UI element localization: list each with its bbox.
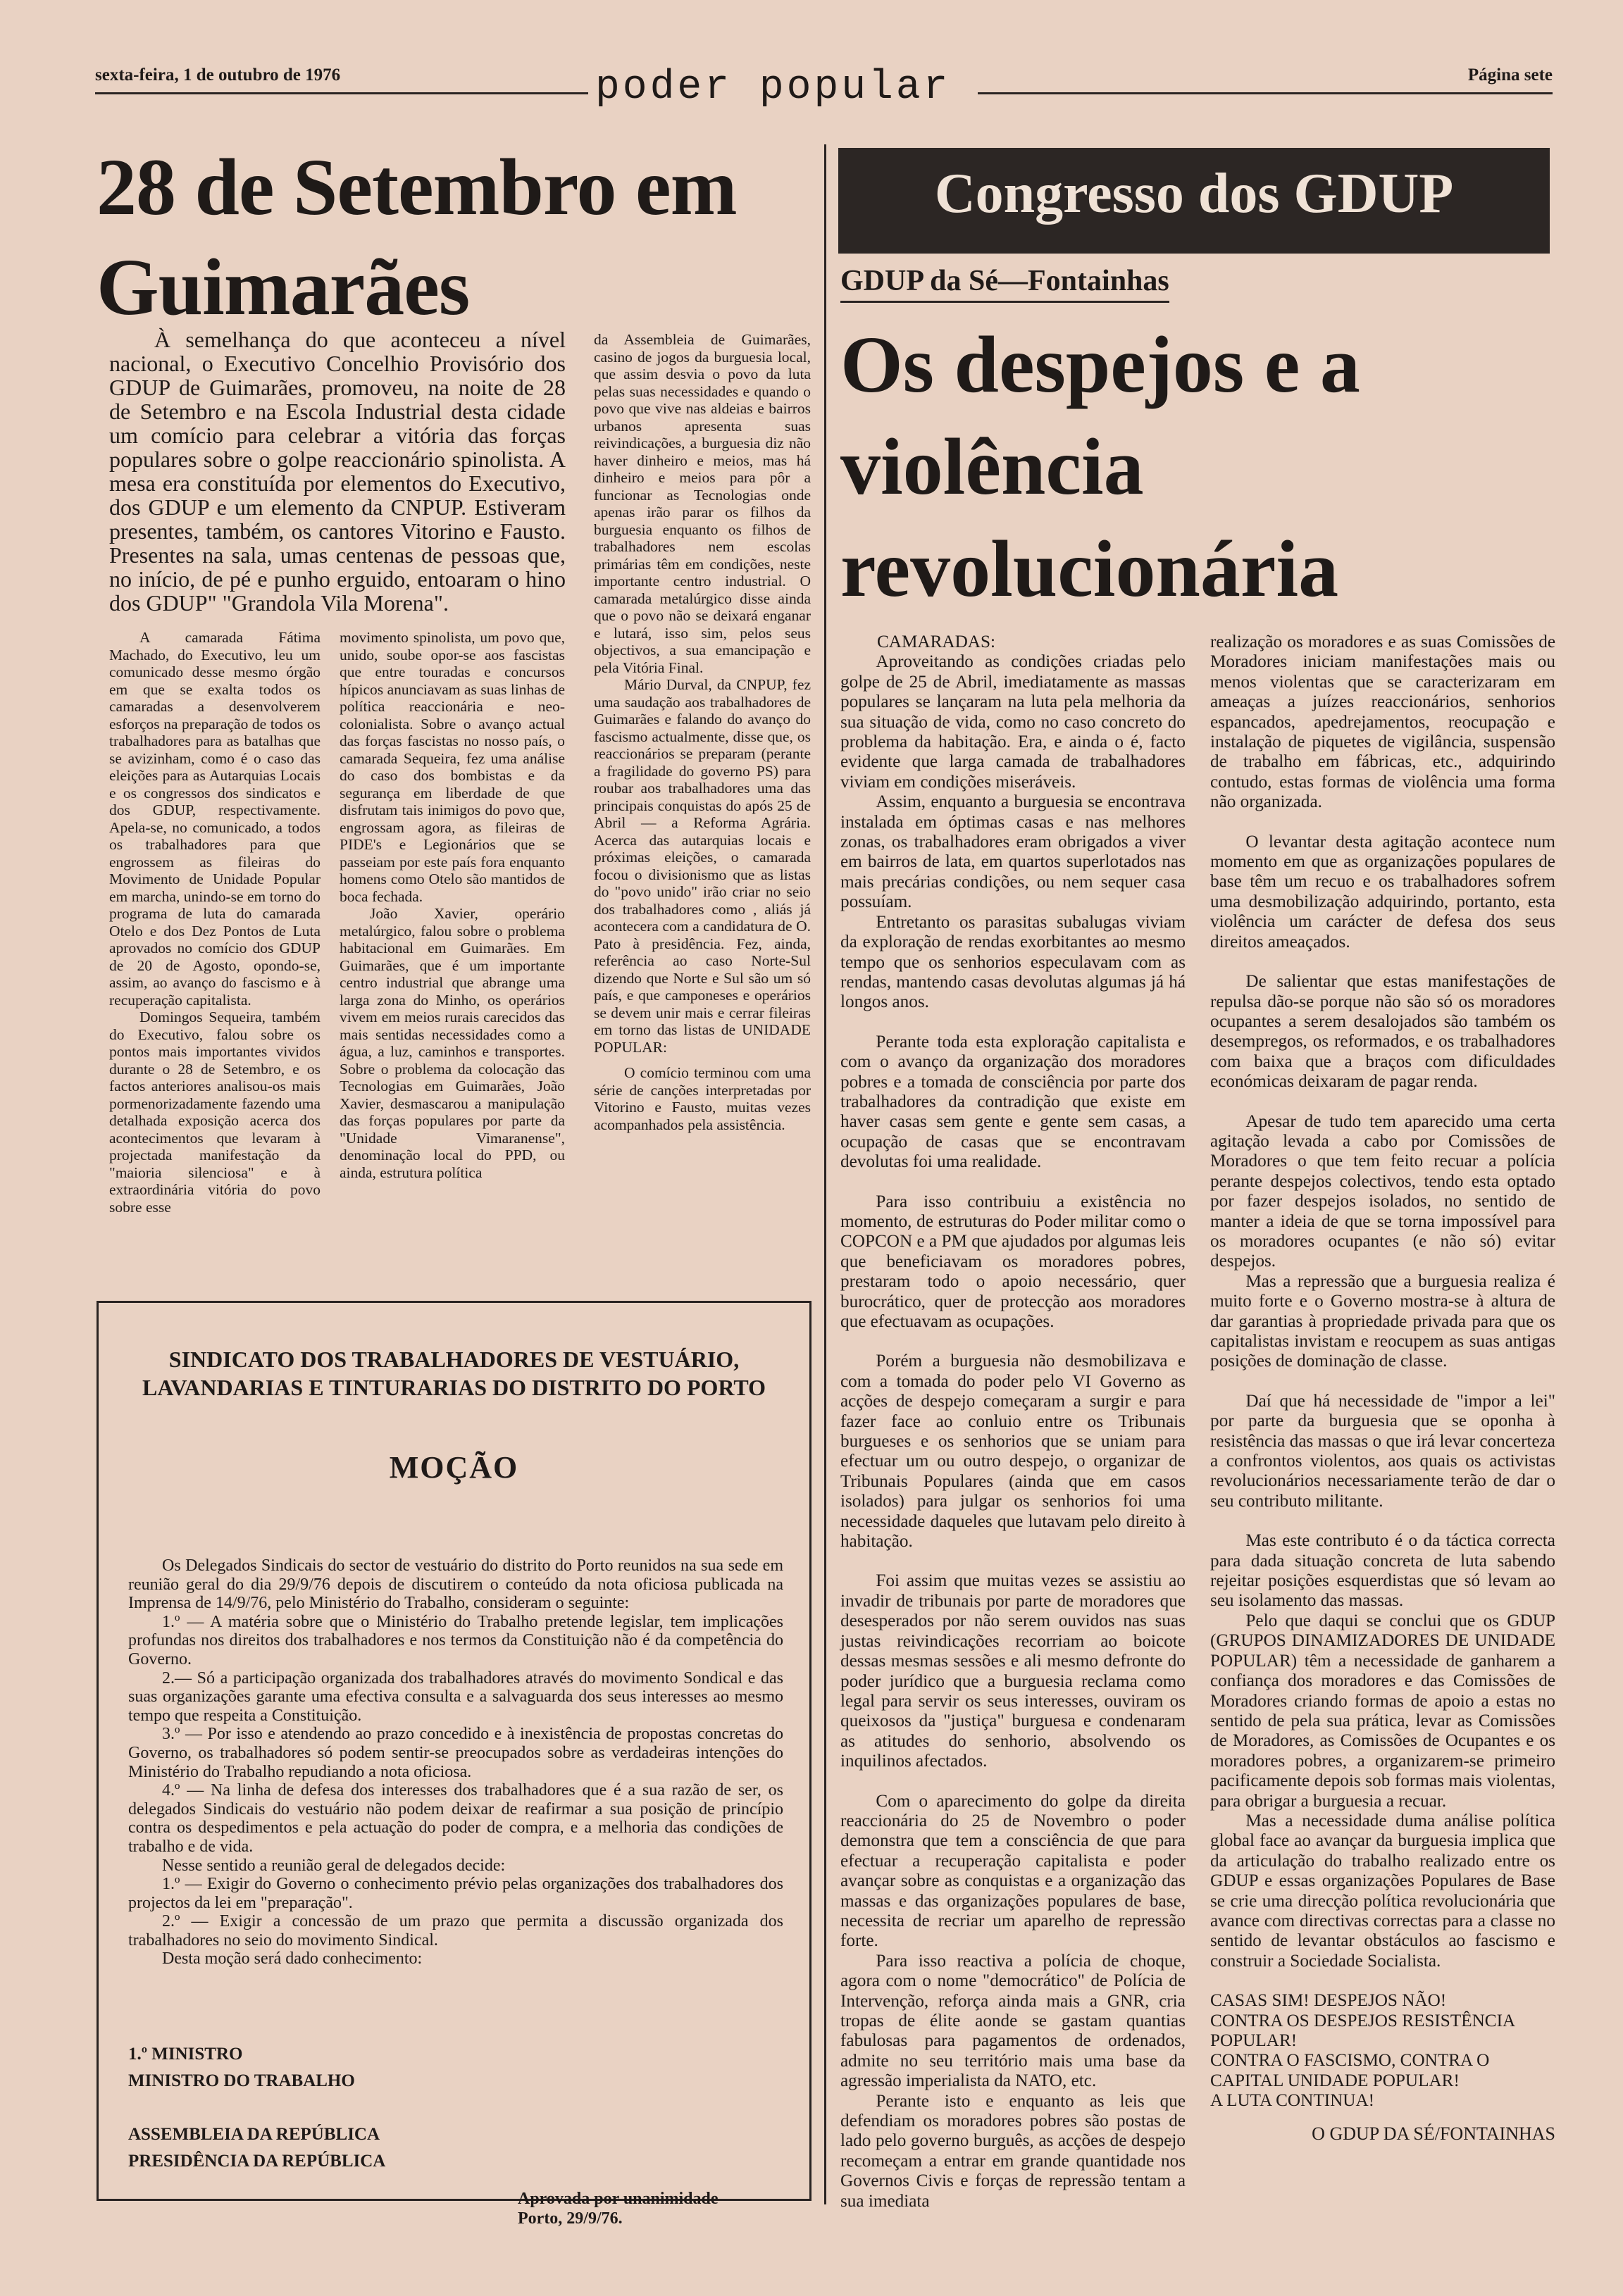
motion-paragraph: 3.º — Por isso e atendendo ao prazo concedido e à inexistência de propostas concretas do Governo, os trabalhadores só podem sentir-se preocupados sobre as verdadeiras intenções do Ministério do Trabalho repudiando a nota oficiosa. — [128, 1725, 783, 1781]
spacer — [1210, 813, 1555, 832]
left-col-2 — [340, 629, 565, 1181]
paragraph: da Assembleia de Guimarães, casino de jogos da burguesia local, que assim desvia o povo da luta pelas suas necessidades e quando o povo que vive nas aldeias e bairros urbanos apresenta suas reivindicações, a burguesia diz não haver dinheiro e meios, mas há dinheiro e meios para pôr a funcionar as Tecnologias onde apenas irão parar os filhos da burguesia enquanto os filhos de trabalhadores nem escolas primárias têm em condições, neste importante centro industrial. O camarada metalúrgico disse ainda que o povo não se deixará enganar e lutará, isso sim, pelos seus objectivos, a sua emancipação e pela Vitória Final. — [594, 331, 811, 676]
spacer — [1210, 1092, 1555, 1112]
section-kicker: GDUP da Sé—Fontainhas — [840, 264, 1169, 303]
paragraph: realização os moradores e as suas Comissões de Moradores iniciam manifestações mais ou menos violentas que se caracterizaram em ameaças a juízes reaccionários, senhorios espancados, apedrejamentos, reocupação e instalação de piquetes de vigilância, suspensão de trabalho em fábricas, etc., adquirindo contudo, estas formas de violência uma forma não organizada. — [1210, 632, 1555, 812]
banner-title: Congresso dos GDUP — [934, 163, 1454, 225]
paragraph: O comício terminou com uma série de canções interpretadas por Vitorino e Fausto, muitas vezes acompanhados pela assistência. — [594, 1064, 811, 1133]
lead-paragraph: À semelhança do que aconteceu a nível nacional, o Executivo Concelhio Provisório dos GDUP de Guimarães, promoveu, na noite de 28 de Setembro e na Escola Industrial desta cidade um comício para celebrar a vitória das forças populares sobre o golpe reaccionário spinolista. A mesa era constituída por elementos do Executivo, dos GDUP e um elemento da CNPUP. Estiveram presentes, também, os cantores Vitorino e Fausto. Presentes na sala, umas centenas de pessoas que, no início, de pé e punho erguido, entoaram o hino dos GDUP" "Grandola Vila Morena". — [109, 327, 566, 616]
motion-paragraph: 1.º — A matéria sobre que o Ministério do Trabalho pretende legislar, tem implicações profundas nos direitos dos trabalhadores e nos termos da Constituição não é da competência do Governo. — [128, 1612, 783, 1668]
paragraph: Foi assim que muitas vezes se assistiu ao invadir de tribunais por parte de moradores que desesperados por não serem ouvidos nas suas justas reivindicações recorriam ao boicote dessas mesmas sessões e ali mesmo defronte do poder jurídico que a burguesia reclama como legal para servir os seus interesses, ouviram os queixosos da "justiça" burguesa e condenaram as atitudes do senhorio, absolvendo os inquilinos afectados. — [840, 1571, 1186, 1771]
motion-paragraph: Nesse sentido a reunião geral de delegados decide: — [162, 1856, 506, 1875]
approval-note — [518, 2189, 750, 2228]
motion-paragraph: Os Delegados Sindicais do sector de vestuário do distrito do Porto reunidos na sua sede em reunião geral do dia 29/9/76 depois de discutirem o conteúdo da nota oficiosa publicada na Imprensa de 14/9/76, pelo Ministério do Trabalho, consideram o seguinte: — [128, 1556, 783, 1613]
union-header-line: LAVANDARIAS E TINTURARIAS DO DISTRITO DO PORTO — [142, 1375, 766, 1400]
paragraph: Perante toda esta exploração capitalista e com o avanço da organização dos moradores pobres e a tomada de consciência por parte dos trabalhadores da contradição que existe em haver casas sem gente e gente sem casas, a ocupação de casas que se encontravam devolutas foi uma realidade. — [840, 1032, 1186, 1172]
paragraph: Pelo que daqui se conclui que os GDUP (GRUPOS DINAMIZADORES DE UNIDADE POPULAR) têm a necessidade de ganharem a confiança dos moradores e das Comissões de Moradores criando formas de apoio a estas no sentido de pela sua prática, levar as Comissões de Moradores, as Comissões de Ocupantes e os moradores pobres, a organizarem-se primeiro pacificamente depois sob formas mais violentas, para obrigar a burguesia a recuar. — [1210, 1611, 1555, 1811]
spacer — [1210, 2111, 1555, 2124]
paragraph: A camarada Fátima Machado, do Executivo, leu um comunicado desse mesmo órgão em que se exalta todos os camaradas a desenvolverem esforços na preparação de todos os trabalhadores para as batalhas que se avizinham, como é o caso das eleições para as Autarquias Locais e os congressos dos sindicatos e dos GDUP, respectivamente. Apela-se, no comunicado, a todos os trabalhadores para que engrossem as fileiras do Movimento de Unidade Popular em marcha, unindo-se em torno do programa de luta do camarada Otelo e dos Dez Pontos de Luta aprovados no comício dos GDUP de 20 de Agosto, opondo-se, assim, ao avanço do fascismo e à recuperação capitalista. — [109, 629, 321, 1009]
left-col-3 — [594, 331, 811, 1133]
right-col-1 — [840, 632, 1186, 2211]
paragraph: Daí que há necessidade de "impor a lei" por parte da burguesia que se oponha à resistência das massas o que irá levar concerteza a confrontos violentos, aos quais os activistas revolucionários necessariamente terão de dar o seu contributo militante. — [1210, 1391, 1555, 1511]
motion-paragraph: 1.º — Exigir do Governo o conhecimento prévio pelas organizações dos trabalhadores dos projectos da lei em "preparação". — [128, 1875, 783, 1912]
motion-box — [97, 1301, 812, 2228]
page-number: Página sete — [1467, 65, 1553, 85]
spacer — [1210, 1971, 1555, 1991]
spacer — [1210, 952, 1555, 972]
paragraph: Mário Durval, da CNPUP, fez uma saudação aos trabalhadores de Guimarães e falando do avanço do fascismo actualmente, disse que, os reaccionários se preparam (perante a fragilidade do governo PS) para roubar aos trabalhadores uma das principais conquistas do após 25 de Abril — a Reforma Agrária. Acerca das autarquias locais e próximas eleições, o camarada focou o divisionismo que as listas do "povo unido" irão criar no seio dos trabalhadores como , aliás já acontecera com a candidatura de O. Pato à presidência. Fez, ainda, referência ao caso Norte-Sul dizendo que Norte e Sul são um só país, e que camponeses e operários se devem unir mais e cerrar fileiras em torno das listas de UNIDADE POPULAR: — [594, 676, 811, 1056]
slogan: CASAS SIM! DESPEJOS NÃO! — [1210, 1991, 1447, 2011]
approval-line: Aprovada por unanimidade — [518, 2190, 719, 2208]
paragraph: João Xavier, operário metalúrgico, falou sobre o problema habitacional em Guimarães. Em Guimarães, que é um importante centro industrial que abrange uma larga zona do Minho, os operários vivem em meios rurais carecidos das mais sentidas necessidades como a água, a luz, caminhos e transportes. Sobre o problema da colocação das Tecnologias em Guimarães, João Xavier, desmascarou a manipulação das forças populares por parte da "Unidade Vimaranense", denominação local do PPD, ou ainda, estrutura política — [340, 905, 565, 1181]
left-headline: 28 de Setembro em Guimarães — [97, 142, 737, 332]
paragraph: Porém a burguesia não desmobilizava e com a tomada do poder pelo VI Governo as acções de despejo começaram a surgir e para fazer face ao conluio entre os Tribunais burgueses e os senhorios que se uniam para efectuar um ou outro despejo, o organizar de Tribunais Populares (ainda que em casos isolados) para julgar os senhorios foi uma necessidade daqueles que lutavam pelo direito à habitação. — [840, 1352, 1186, 1552]
slogan: CONTRA OS DESPEJOS RESISTÊNCIA POPULAR! — [1210, 2011, 1515, 2050]
column-divider — [824, 144, 826, 2204]
masthead-rule-right — [978, 92, 1553, 94]
recipient: 1.º MINISTRO — [128, 2045, 243, 2064]
spacer — [840, 1013, 1186, 1032]
recipient: ASSEMBLEIA DA REPÚBLICA — [128, 2125, 380, 2144]
salutation: CAMARADAS: — [877, 632, 995, 651]
issue-date: sexta-feira, 1 de outubro de 1976 — [95, 65, 341, 85]
paragraph: Mas a repressão que a burguesia realiza é muito forte e o Governo mostra-se à altura de dar garantias à propriedade privada para que os capitalistas invistam e reocupem as suas antigas posições de dominação de classe. — [1210, 1271, 1555, 1371]
paragraph: De salientar que estas manifestações de repulsa dão-se porque não são só os moradores ocupantes a serem desalojados são também os desempregos, os reformados, e os trabalhadores com baixa que a braços com dificuldades económicas deixaram de pagar renda. — [1210, 972, 1555, 1092]
spacer — [840, 1772, 1186, 1792]
motion-paragraph: Desta moção será dado conhecimento: — [162, 1949, 423, 1969]
paragraph: Com o aparecimento do golpe da direita reaccionária do 25 de Novembro o poder demonstra que tem a consciência de que para efectuar a recuperação capitalista e poder avançar sobre as conquistas e a organização das massas e das organizações populares de base, necessita de recriar um aparelho de repressão forte. — [840, 1791, 1186, 1951]
slogan: A LUTA CONTINUA! — [1210, 2091, 1375, 2111]
right-headline: Os despejos e a violência revolucionária — [840, 320, 1360, 613]
paragraph: Aproveitando as condições criadas pelo golpe de 25 de Abril, imediatamente as massas populares se lançaram na luta pela melhoria da sua situação de vida, como no caso concreto do problema da habitação. Era, e ainda o é, facto evidente que larga camada de trabalhadores viviam em condições miseráveis. — [840, 652, 1186, 792]
motion-title: MOÇÃO — [389, 1450, 519, 1485]
motion-paragraph: 2.— Só a participação organizada dos trabalhadores através do movimento Sondical e das suas organizações garante uma efectiva consulta e a salvaguarda dos seus interesses ao mesmo tempo que respeita a Constituição. — [128, 1668, 783, 1725]
paragraph: Para isso contribuiu a existência no momento, de estruturas do Poder militar como o COPCON e a PM que ajudados por algumas leis que beneficiavam os moradores pobres, prestaram todo o apoio necessário, quer burocrático, quer de protecção aos moradores que efectuavam as ocupações. — [840, 1192, 1186, 1331]
spacer — [840, 1552, 1186, 1571]
congress-banner — [838, 148, 1550, 254]
spacer — [840, 1173, 1186, 1192]
paragraph: Domingos Sequeira, também do Executivo, falou sobre os pontos mais importantes vividos durante o 28 de Setembro, e os factos anteriores analisou-os mais pormenorizadamente fazendo uma detalhada exposição acerca dos acontecimentos que levaram à projectada manifestação da "maioria silenciosa" e à extraordinária vitória do povo sobre esse — [109, 1009, 321, 1216]
paragraph: Mas este contributo é o da táctica correcta para dada situação concreta de luta sabendo rejeitar posições esquerdistas que só levam ao seu isolamento das massas. — [1210, 1531, 1555, 1611]
article-signature: O GDUP DA SÉ/FONTAINHAS — [1312, 2123, 1555, 2144]
recipient: MINISTRO DO TRABALHO — [128, 2071, 355, 2090]
motion-paragraph: 4.º — Na linha de defesa dos interesses dos trabalhadores que é a sua razão de ser, os delegados Sindicais do vestuário não podem deixar de reafirmar a sua posição de princípio contra os despedimentos e pela actuação do poder de compra, e a melhoria das condições de trabalho e de vida. — [128, 1781, 783, 1856]
slogan: CONTRA O FASCISMO, CONTRA O CAPITAL UNIDADE POPULAR! — [1210, 2051, 1490, 2090]
paragraph: O levantar desta agitação acontece num momento em que as organizações populares de base têm um recuo e os trabalhadores sofrem uma desmobilização adquirindo, portanto, esta violência um carácter de defesa dos seus direitos ameaçados. — [1210, 832, 1555, 952]
spacer — [840, 1332, 1186, 1352]
newspaper-title: poder popular — [595, 65, 951, 111]
recipient-spacer — [128, 2095, 551, 2121]
paragraph: Perante isto e enquanto as leis que defendiam os moradores pobres são postas de lado pelo governo burguês, as acções de despejo recomeçam a entrar em grande quantidade nos Governos Civis e forças de repressão tentam a sua imediata — [840, 2091, 1186, 2211]
recipient: PRESIDÊNCIA DA REPÚBLICA — [128, 2152, 386, 2171]
motion-paragraph: 2.º — Exigir a concessão de um prazo que permita a discussão organizada dos trabalhadores no seio do movimento Sindical. — [128, 1912, 783, 1949]
right-col-2 — [1210, 632, 1555, 2144]
approval-line: Porto, 29/9/76. — [518, 2209, 623, 2228]
spacer — [1210, 1372, 1555, 1392]
left-lead — [109, 327, 566, 615]
paragraph: Assim, enquanto a burguesia se encontrava instalada em óptimas casas e nas melhores zonas, os trabalhadores eram obrigados a viver em bairros de lata, em quartos superlotados nas mais precárias condições, ou nem sequer casa possuíam. — [840, 792, 1186, 912]
union-header-line: SINDICATO DOS TRABALHADORES DE VESTUÁRIO, — [168, 1347, 740, 1372]
union-header — [99, 1345, 809, 1402]
masthead-rule-left — [95, 92, 588, 94]
paragraph: Entretanto os parasitas subalugas viviam da exploração de rendas exorbitantes ao mesmo tempo que os senhorios especulavam com as rendas, mantendo casas devolutas algumas já há longos anos. — [840, 912, 1186, 1012]
spacer — [1210, 1511, 1555, 1531]
paragraph: Mas a necessidade duma análise política global face ao avançar da burguesia implica que da articulação do trabalho realizado entre os GDUP e essas organizações Populares de Base se crie uma direcção política revolucionária que avance com directivas correctas para a classe no sentido de levantar obstáculos ao fascismo e construir a Sociedade Socialista. — [1210, 1811, 1555, 1971]
recipient-list — [128, 2041, 551, 2175]
paragraph: Para isso reactiva a polícia de choque, agora com o nome "democrático" de Polícia de Intervenção, reforça ainda mais a GNR, cria tropas de élite aonde se gastam quantias fabulosas para pagamentos de ordenados, admite no seu território mais uma base da agressão imperialista da NATO, etc. — [840, 1951, 1186, 2091]
paragraph: movimento spinolista, um povo que, unido, soube opor-se aos fascistas que entre touradas e concursos hípicos anunciavam as suas linhas de política reaccionária e neo-colonialista. Sobre o avanço actual das forças fascistas no nosso país, o camarada Sequeira, fez uma análise do caso dos bombistas e da segurança em liberdade de que disfrutam tais inimigos do povo que, engrossam agora, as fileiras de PIDE's e Legionários que se passeiam por este país fora enquanto homens como Otelo são mantidos de boca fechada. — [340, 629, 565, 905]
paragraph: Apesar de tudo tem aparecido uma certa agitação levada a cabo por Comissões de Moradores o que tem feito recuar a polícia perante despejos colectivos, tendo esta optado por fazer despejos isolados, no sentido de manter a ideia de que se torna impossível para os moradores ocupantes (e não só) evitar despejos. — [1210, 1111, 1555, 1271]
left-col-1 — [109, 629, 321, 1216]
motion-body — [128, 1556, 783, 1969]
